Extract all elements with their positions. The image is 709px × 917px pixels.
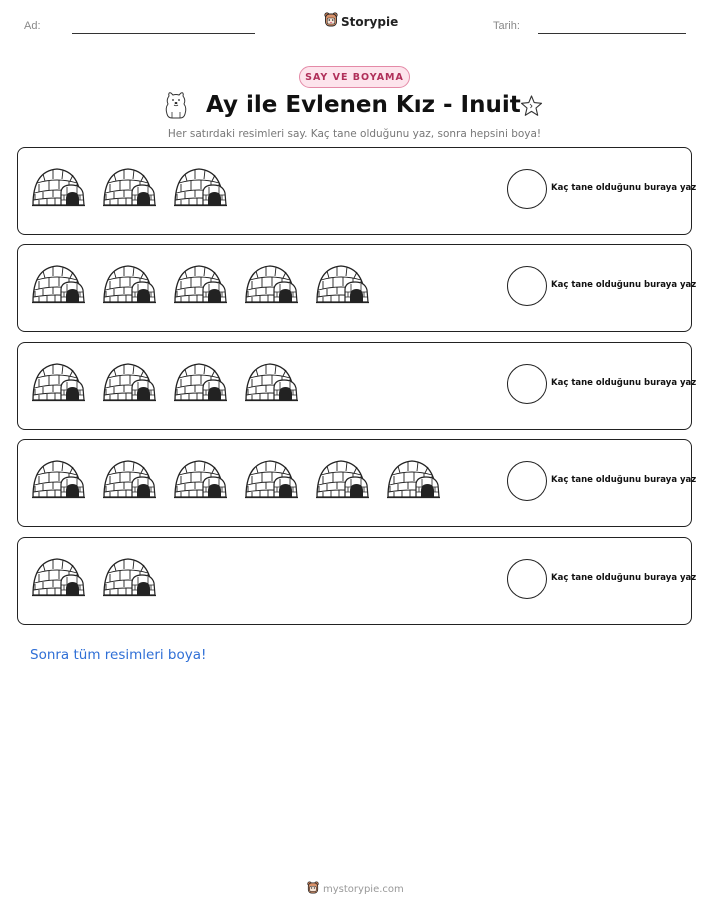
igloo-icon[interactable] — [102, 455, 157, 505]
counting-row — [17, 244, 697, 332]
igloo-icon[interactable] — [386, 455, 441, 505]
igloo-icon[interactable] — [102, 163, 157, 213]
igloo-icon[interactable] — [31, 260, 86, 310]
page-title: Ay ile Evlenen Kız - Inuit — [206, 92, 521, 118]
igloo-icon[interactable] — [315, 455, 370, 505]
igloo-icon[interactable] — [31, 163, 86, 213]
igloo-icon[interactable] — [173, 260, 228, 310]
igloo-group — [31, 358, 299, 408]
answer-circle[interactable] — [507, 559, 547, 599]
igloo-icon[interactable] — [102, 553, 157, 603]
answer-circle[interactable] — [507, 169, 547, 209]
answer-label: Kaç tane olduğunu buraya yaz — [551, 475, 697, 485]
footer-url: mystorypie.com — [323, 884, 404, 895]
name-line[interactable] — [72, 33, 255, 34]
igloo-icon[interactable] — [102, 260, 157, 310]
answer-label: Kaç tane olduğunu buraya yaz — [551, 573, 697, 583]
footer-brand — [307, 880, 404, 899]
brand-logo — [324, 12, 398, 32]
igloo-icon[interactable] — [244, 358, 299, 408]
footer-note: Sonra tüm resimleri boya! — [30, 647, 207, 663]
igloo-group — [31, 455, 441, 505]
igloo-icon[interactable] — [173, 358, 228, 408]
activity-badge: SAY VE BOYAMA — [299, 66, 410, 88]
igloo-icon[interactable] — [31, 455, 86, 505]
bear-icon — [324, 12, 338, 32]
igloo-icon[interactable] — [244, 455, 299, 505]
igloo-group — [31, 163, 228, 213]
igloo-icon[interactable] — [31, 553, 86, 603]
igloo-icon[interactable] — [244, 260, 299, 310]
star-icon — [520, 95, 543, 121]
answer-circle[interactable] — [507, 364, 547, 404]
polar-bear-icon — [163, 90, 189, 124]
igloo-icon[interactable] — [315, 260, 370, 310]
answer-circle[interactable] — [507, 461, 547, 501]
counting-row — [17, 342, 697, 430]
igloo-group — [31, 553, 157, 603]
answer-label: Kaç tane olduğunu buraya yaz — [551, 280, 697, 290]
igloo-group — [31, 260, 370, 310]
brand-name: Storypie — [341, 15, 399, 29]
answer-label: Kaç tane olduğunu buraya yaz — [551, 183, 697, 193]
igloo-icon[interactable] — [102, 358, 157, 408]
name-label: Ad: — [24, 20, 41, 32]
igloo-icon[interactable] — [173, 455, 228, 505]
counting-row — [17, 439, 697, 527]
date-line[interactable] — [538, 33, 686, 34]
counting-row — [17, 537, 697, 625]
answer-label: Kaç tane olduğunu buraya yaz — [551, 378, 697, 388]
counting-row — [17, 147, 697, 235]
date-label: Tarih: — [493, 20, 520, 32]
bear-icon — [307, 880, 319, 899]
igloo-icon[interactable] — [173, 163, 228, 213]
igloo-icon[interactable] — [31, 358, 86, 408]
instructions: Her satırdaki resimleri say. Kaç tane olduğunu yaz, sonra hepsini boya! — [167, 128, 542, 140]
answer-circle[interactable] — [507, 266, 547, 306]
